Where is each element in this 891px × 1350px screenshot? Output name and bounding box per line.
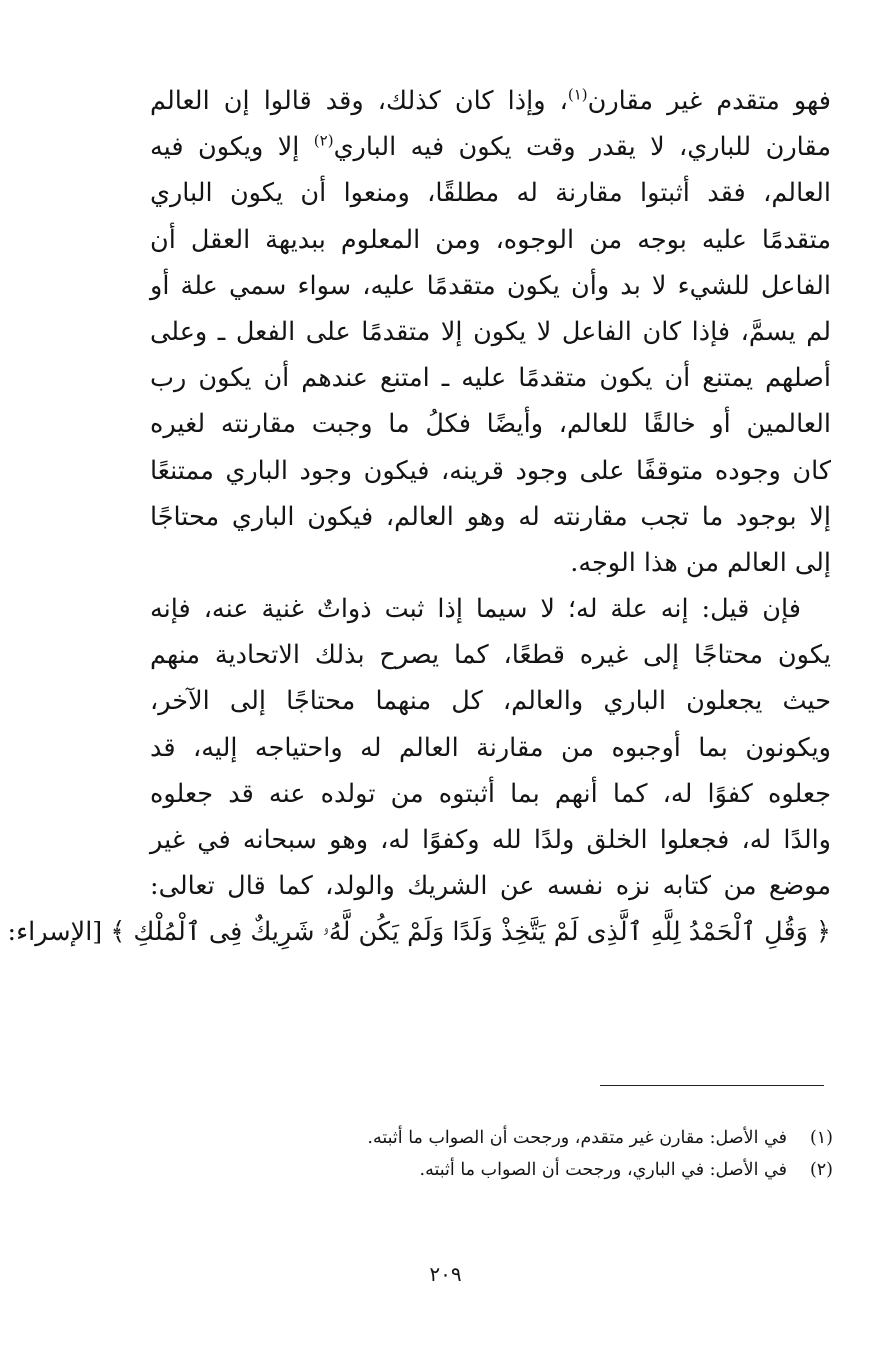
main-text [7,78,831,956]
text-line: فهو متقدم غير مقارن$^{(١)}$، وإذا كان كذلك، وقد قالوا إن العالم [150,85,831,116]
paragraph-end-line: إلى العالم من هذا الوجه. [570,547,831,578]
text-line: مقارن للباري، لا يقدر وقت يكون فيه الباري$^{(٢)}$ إلا ويكون فيه [150,131,831,163]
text-line: متقدمًا عليه بوجه من الوجوه، ومن المعلوم ببديهة العقل أن [150,224,831,255]
footnote-text: في الأصل: في الباري، ورجحت أن الصواب ما أثبته. [419,1160,787,1180]
footnote-number: (١) [809,1128,833,1148]
text-line: جعلوه كفوًا له، كما أنهم بما أثبتوه من تولده عنه قد جعلوه [150,778,831,809]
text-line: العالم، فقد أثبتوا مقارنة له مطلقًا، ومنعوا أن يكون الباري [150,178,831,209]
footnote-separator [600,1085,824,1086]
quran-verse-line: ﴿ وَقُلِ ٱلْحَمْدُ لِلَّهِ ٱلَّذِى لَمْ يَتَّخِذْ وَلَدًا وَلَمْ يَكُن لَّهُۥ شَرِيكٌ فِى ٱلْمُلْكِ ﴾ [الإسراء: [7,917,831,948]
footnote-1 [150,1122,833,1154]
paragraph-start-line: فإن قيل: إنه علة له؛ لا سيما إذا ثبت ذواتٌ غنية عنه، فإنه [150,594,801,625]
text-line: يكون محتاجًا إلى غيره قطعًا، كما يصرح بذلك الاتحادية منهم [150,640,831,671]
footnotes [150,1122,833,1186]
text-line: موضع من كتابه نزه نفسه عن الشريك والولد، كما قال تعالى: [150,871,831,902]
page-number: ٢٠٩ [429,1262,462,1286]
text-line: لم يسمَّ، فإذا كان الفاعل لا يكون إلا متقدمًا على الفعل ـ وعلى [150,316,831,347]
footnote-reference[interactable]: (٢) [313,131,334,150]
text-line: والدًا له، فجعلوا الخلق ولدًا لله وكفوًا له، وهو سبحانه في غير [150,825,831,855]
text-line: كان وجوده متوقفًا على وجود قرينه، فيكون وجود الباري ممتنعًا [150,455,831,486]
footnote-reference[interactable]: (١) [567,85,588,104]
text-line: ويكونون بما أوجبوه من مقارنة العالم له واحتياجه إليه، قد [150,732,831,763]
footnote-2 [150,1154,833,1186]
text-line: حيث يجعلون الباري والعالم، كل منهما محتاجًا إلى الآخر، [150,686,831,717]
footnote-number: (٢) [809,1160,833,1180]
text-line: إلا بوجود ما تجب مقارنته له وهو العالم، فيكون الباري محتاجًا [150,501,831,532]
footnote-text: في الأصل: مقارن غير متقدم، ورجحت أن الصواب ما أثبته. [367,1128,787,1148]
text-line: الفاعل للشيء لا بد وأن يكون متقدمًا عليه، سواء سمي علة أو [150,270,831,301]
text-line: أصلهم يمتنع أن يكون متقدمًا عليه ـ امتنع عندهم أن يكون رب [150,363,831,394]
text-line: العالمين أو خالقًا للعالم، وأيضًا فكلُ ما وجبت مقارنته لغيره [150,409,831,440]
